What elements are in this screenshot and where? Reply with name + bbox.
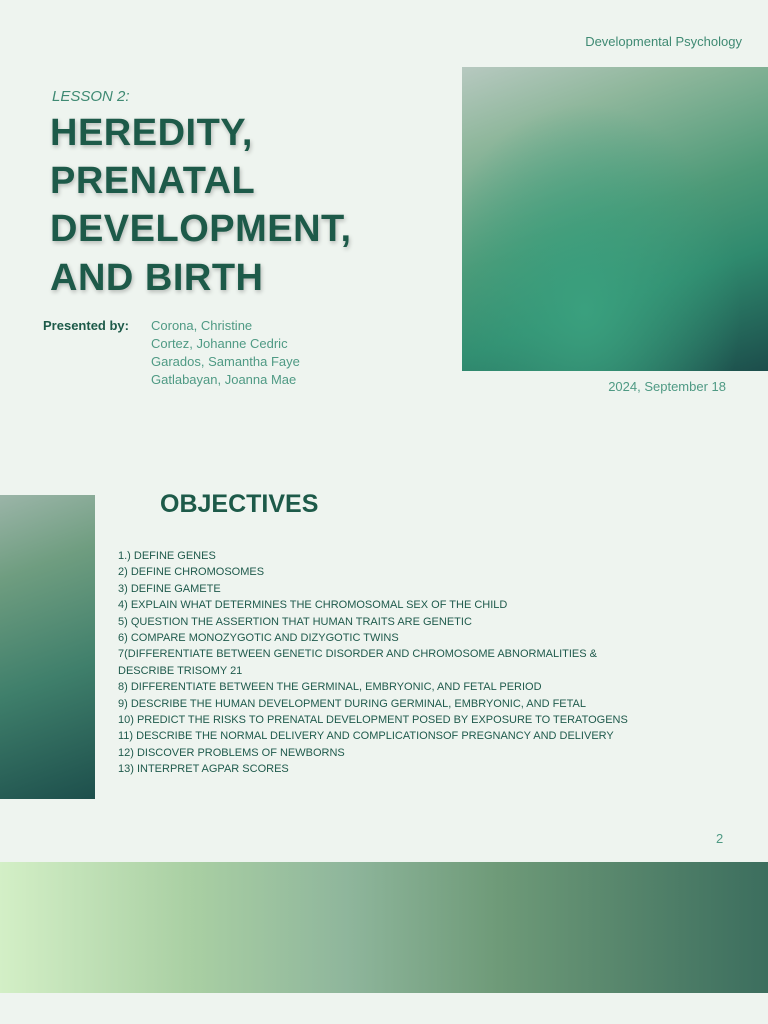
lesson-title-line-3: DEVELOPMENT,	[50, 208, 352, 250]
presenter-name: Corona, Christine	[151, 318, 253, 333]
objective-item: 1.) DEFINE GENES	[118, 550, 216, 562]
presentation-date: 2024, September 18	[608, 379, 726, 394]
objective-item: 7(DIFFERENTIATE BETWEEN GENETIC DISORDER AND CHROMOSOME ABNORMALITIES &	[118, 648, 597, 661]
lesson-title-line-4: AND BIRTH	[50, 257, 264, 299]
page-number: 2	[716, 831, 724, 846]
lesson-title-line-1: HEREDITY,	[50, 112, 253, 154]
hero-gradient-panel	[462, 67, 768, 371]
objective-item: 9) DESCRIBE THE HUMAN DEVELOPMENT DURING GERMINAL, EMBRYONIC, AND FETAL	[118, 697, 586, 710]
objectives-list	[118, 548, 678, 778]
objectives-title: OBJECTIVES	[160, 490, 319, 518]
presented-by-label: Presented by:	[43, 318, 129, 333]
objective-item: 2) DEFINE CHROMOSOMES	[118, 566, 265, 579]
objective-item: 8) DIFFERENTIATE BETWEEN THE GERMINAL, EMBRYONIC, AND FETAL PERIOD	[118, 681, 542, 694]
objective-item: 11) DESCRIBE THE NORMAL DELIVERY AND COMPLICATIONSOF PREGNANCY AND DELIVERY	[118, 730, 614, 743]
objective-item: DESCRIBE TRISOMY 21	[118, 664, 243, 677]
objective-item: 4) EXPLAIN WHAT DETERMINES THE CHROMOSOMAL SEX OF THE CHILD	[118, 599, 508, 612]
footer-gradient-band	[0, 862, 768, 993]
objective-item: 6) COMPARE MONOZYGOTIC AND DIZYGOTIC TWINS	[118, 632, 399, 645]
side-gradient-panel	[0, 495, 95, 799]
course-name: Developmental Psychology	[585, 34, 742, 49]
objective-item: 12) DISCOVER PROBLEMS OF NEWBORNS	[118, 746, 345, 759]
objective-item: 5) QUESTION THE ASSERTION THAT HUMAN TRAITS ARE GENETIC	[118, 615, 472, 628]
objective-item: 13) INTERPRET AGPAR SCORES	[118, 763, 289, 776]
presenter-name: Garados, Samantha Faye	[151, 354, 300, 369]
presenter-name: Gatlabayan, Joanna Mae	[151, 372, 297, 387]
objective-item: 3) DEFINE GAMETE	[118, 582, 221, 595]
lesson-title-line-2: PRENATAL	[50, 160, 256, 202]
presenter-name: Cortez, Johanne Cedric	[151, 336, 288, 351]
objective-item: 10) PREDICT THE RISKS TO PRENATAL DEVELOPMENT POSED BY EXPOSURE TO TERATOGENS	[118, 714, 628, 727]
lesson-label: LESSON 2:	[52, 88, 130, 105]
